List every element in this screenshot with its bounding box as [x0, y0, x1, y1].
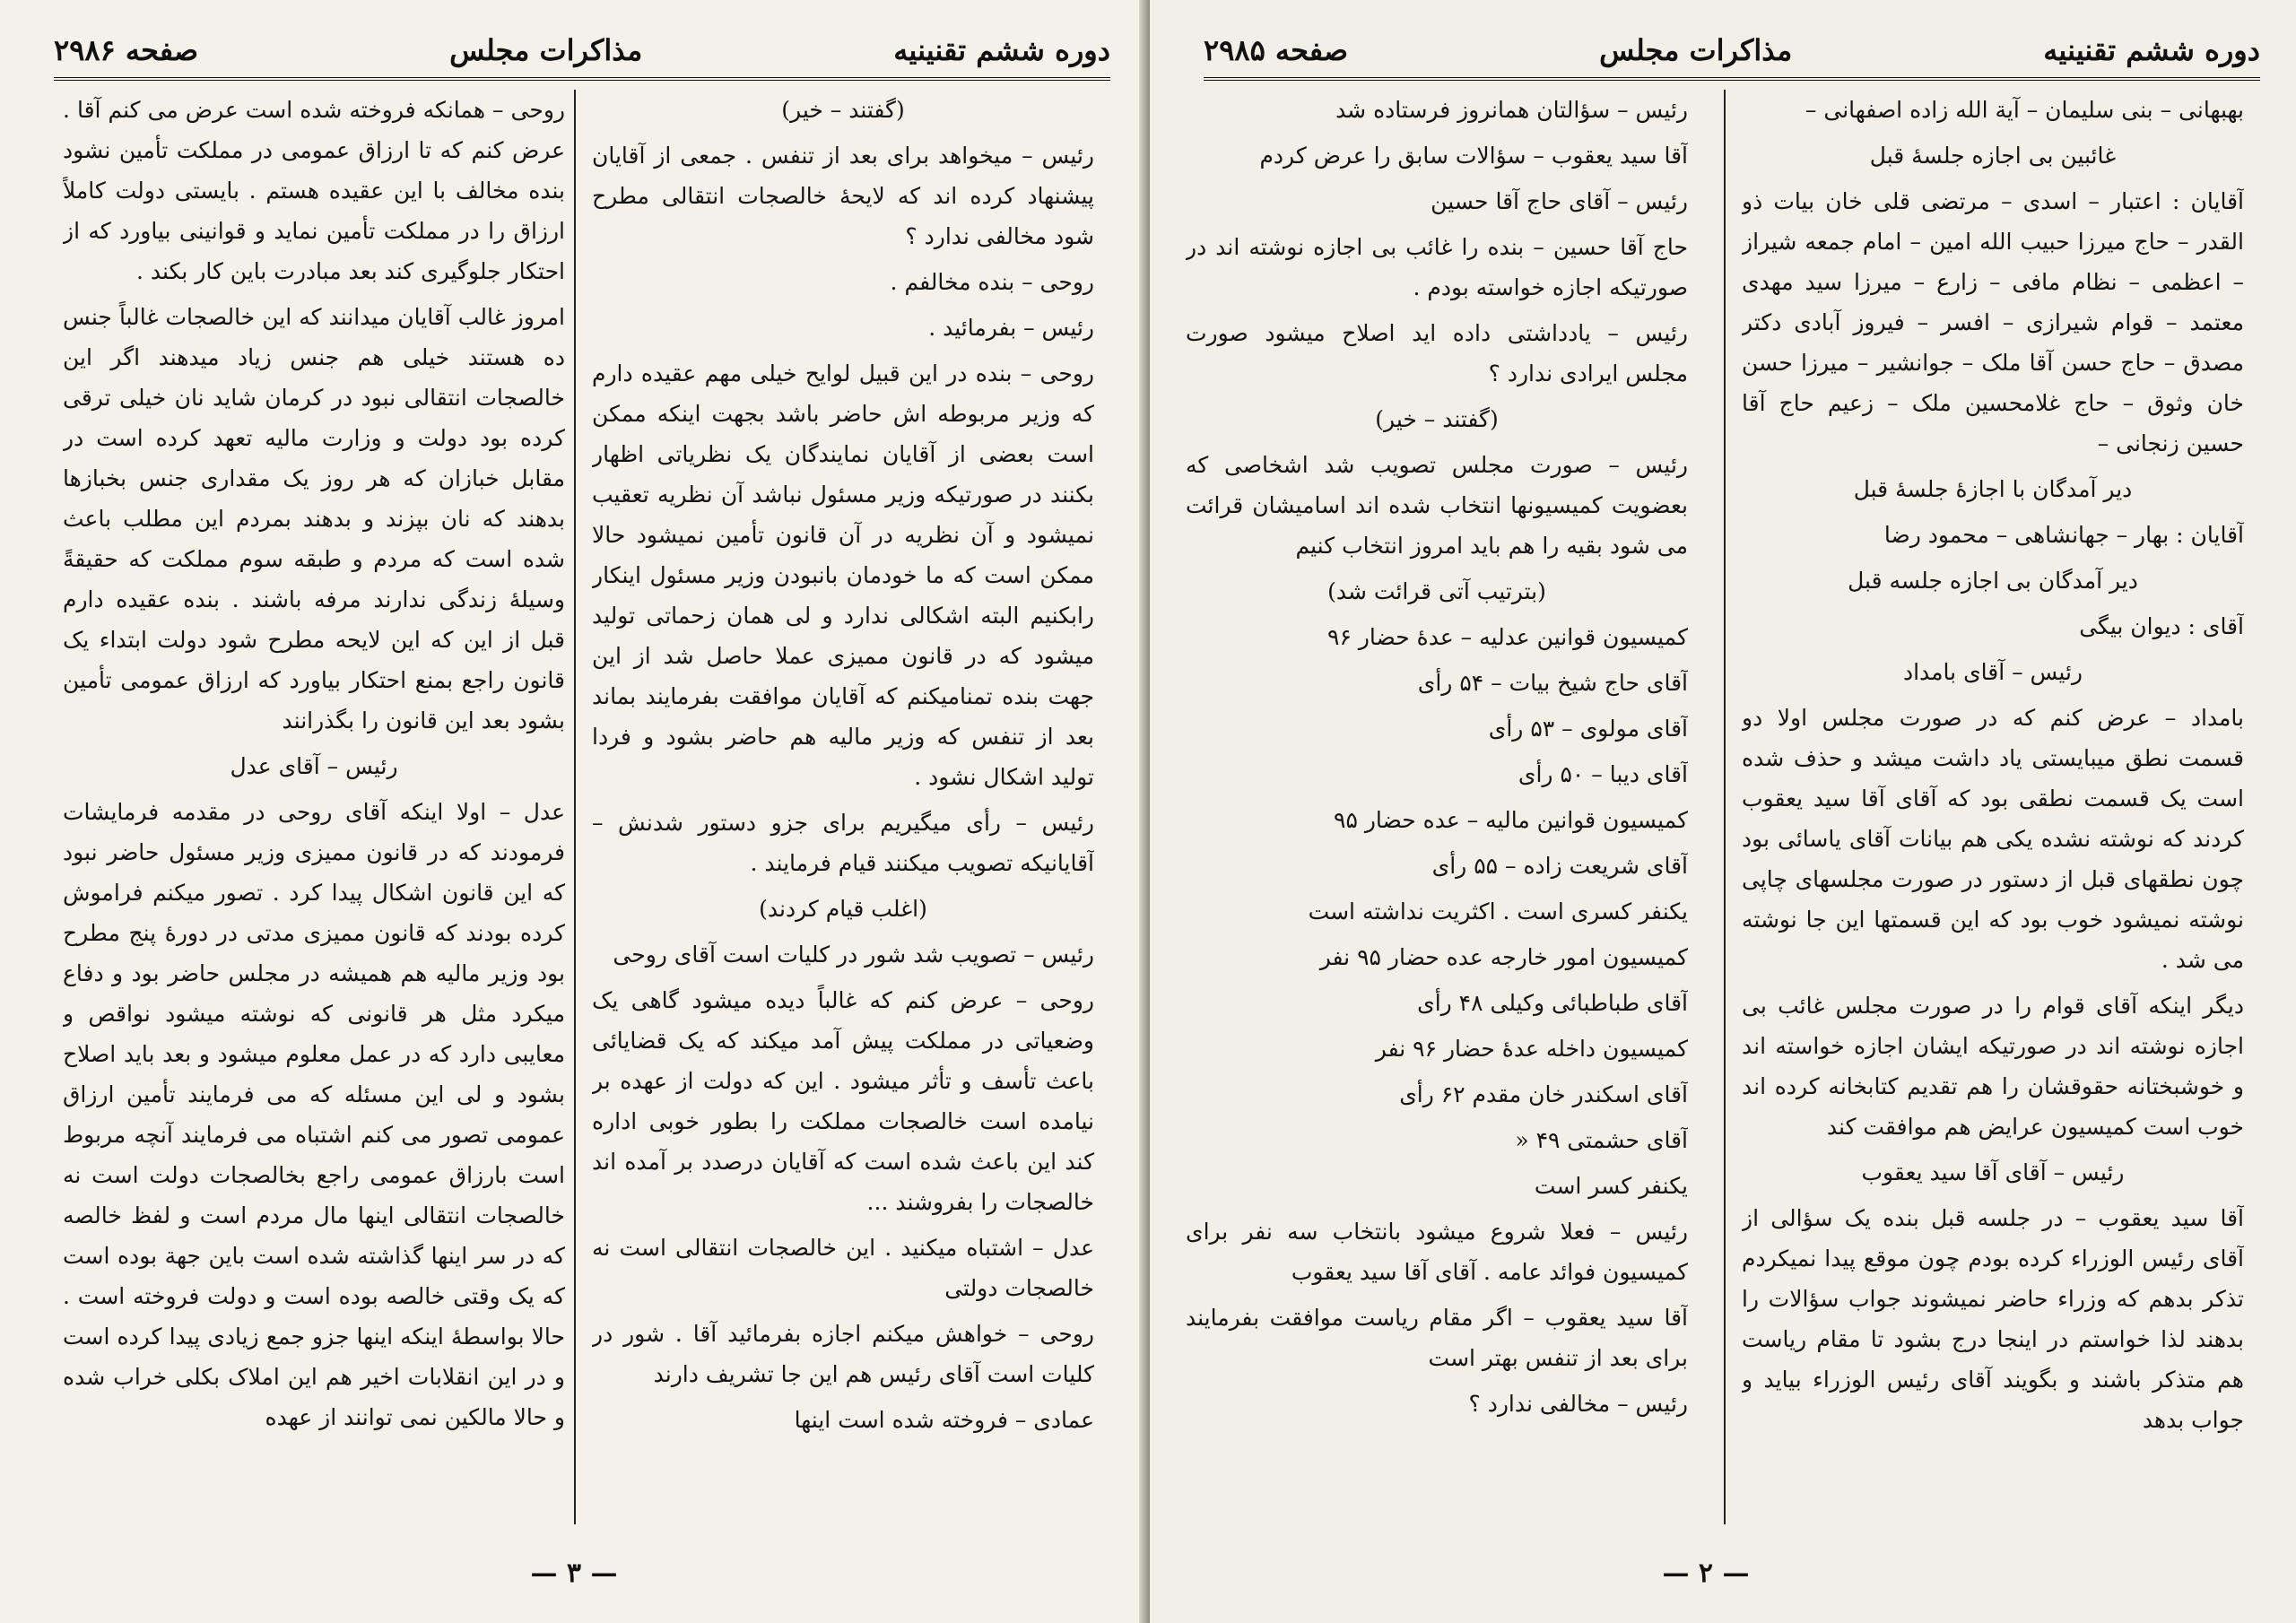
paragraph: روحی – خواهش میکنم اجازه بفرمائید آقا . شور در کلیات است آقای رئیس هم این جا تشریف دارند	[592, 1321, 1094, 1387]
paragraph: رئیس – فعلا شروع میشود بانتخاب سه نفر برای کمیسیون فوائد عامه . آقای آقا سید یعقوب	[1186, 1219, 1688, 1285]
page-header	[1204, 27, 2260, 74]
paragraph: آقا سید یعقوب – سؤالات سابق را عرض کردم	[1259, 143, 1688, 169]
paragraph: غائبین بی اجازه جلسهٔ قبل	[1869, 143, 2117, 169]
paragraph: رئیس – میخواهد برای بعد از تنفس . جمعی از آقایان پیشنهاد کرده اند که لایحهٔ خالصجات انتقالی مطرح شود مخالفی ندارد ؟	[592, 143, 1094, 249]
vote-line: آقای اسکندر خان مقدم ۶۲ رأی	[1399, 1081, 1688, 1107]
paragraph: امروز غالب آقایان میدانند که این خالصجات غالباً جنس ده هستند خیلی هم جنس زیاد میدهند اگر این خالصجات انتقالی نبود در کرمان شاید نان خیلی ترقی کرده بود دولت و وزارت مالیه تعهد کرده است در مقابل خبازان که هر روز یک مقداری جنس بخبازها بدهند که نان بپزند و بدهند بمردم این مطلب باعث شده است که مردم و طبقه سوم مملکت که حقیقةً وسیلهٔ زندگی ندارند مرفه باشند . بنده عقیده دارم قبل از این که این لایحه مطرح شود دولت ابتداء یک قانون راجع بمنع احتکار بیاورد که ارزاق عمومی تأمین بشود بعد این قانون را بگذرانند	[63, 304, 565, 733]
paragraph: رئیس – یادداشتی داده اید اصلاح میشود صورت مجلس ایرادی ندارد ؟	[1186, 320, 1688, 386]
paragraph: رئیس – تصویب شد شور در کلیات است آقای روحی	[613, 942, 1094, 968]
paragraph: (گفتند – خیر)	[1375, 406, 1499, 432]
paragraph: حاج آقا حسین – بنده را غائب بی اجازه نوشته اند در صورتیکه اجازه خواسته بودم .	[1186, 234, 1688, 300]
paragraph: دیر آمدگان بی اجازه جلسه قبل	[1848, 568, 2138, 594]
column-left	[1186, 90, 1688, 1524]
header-page-number: صفحه ۲۹۸۶	[54, 33, 199, 67]
paragraph: آقایان : اعتبار – اسدی – مرتضی قلی خان بیات ذو القدر – حاج میرزا حبیب الله امین – امام جمعه شیراز – اعظمی – نظام مافی – زارع – میرزا سید مهدی معتمد – قوام شیرازی – افسر – فیروز آبادی دکتر مصدق – حاج حسن آقا ملک – جوانشیر – میرزا حسن خان وثوق – حاج غلامحسین ملک – زعیم حاج آقا حسین زنجانی –	[1742, 188, 2244, 456]
vote-line: کمیسیون قوانین مالیه – عده حضار ۹۵	[1334, 807, 1688, 833]
paragraph: عدل – اولا اینکه آقای روحی در مقدمه فرمایشات فرمودند که در قانون ممیزی وزیر مسئول حاضر نبود که این قانون اشکال پیدا کرد . تصور میکنم فراموش کرده بودند که قانون ممیزی مدتی در دورهٔ پنج مطرح بود وزیر مالیه هم همیشه در مجلس حاضر بود و دفاع میکرد مثل هر قانونی که نوشته میشود نواقص و معایبی دارد که در عمل معلوم میشود و بعد باید اصلاح بشود و لی این مسئله که می فرمایند تأمین ارزاق عمومی تصور می کنم اشتباه می فرمایند آنچه مربوط است بارزاق عمومی راجع بخالصجات دولت است نه خالصجات انتقالی اینها مال مردم است و لفظ خالصه که در سر اینها گذاشته شده است باین جهة بوده است که یک وقتی خالصه بوده است و دولت فروخته است . حالا بواسطهٔ اینکه اینها جزو جمع زیادی پیدا کرده است و در این انقلابات اخیر هم این املاک بکلی خراب شده و حالا مالکین نمی توانند از عهده	[63, 799, 565, 1430]
header-session: دوره ششم تقنینیه	[893, 33, 1110, 67]
paragraph: آقای : دیوان بیگی	[2079, 613, 2244, 639]
paragraph: آقایان : بهار – جهانشاهی – محمود رضا	[1883, 522, 2244, 548]
paragraph: آقا سید یعقوب – در جلسه قبل بنده یک سؤالی از آقای رئیس الوزراء کرده بودم چون موقع پیدا نمیکردم تذکر بدهم که وزراء حاضر نمیشوند جواب سؤالات را بدهند لذا خواستم در اینجا درج بشود تا مقام ریاست هم متذکر باشند و بگویند آقای رئیس الوزراء بیاید و جواب بدهد	[1742, 1205, 2244, 1433]
paragraph: روحی – بنده مخالفم .	[890, 269, 1094, 295]
vote-line: کمیسیون قوانین عدلیه – عدهٔ حضار ۹۶	[1327, 624, 1688, 650]
paragraph: رئیس – آقای بامداد	[1902, 659, 2083, 685]
page-header	[54, 27, 1110, 74]
paragraph: عدل – اشتباه میکنید . این خالصجات انتقالی است نه خالصجات دولتی	[592, 1235, 1094, 1301]
paragraph: روحی – بنده در این قبیل لوایح خیلی مهم عقیده دارم که وزیر مربوطه اش حاضر باشد بجهت اینکه ممکن است بعضی از آقایان نمایندگان یک نظریاتی اظهار بکنند در صورتیکه وزیر مسئول نباشد آن نظریه تعقیب نمیشود و آن نظریه در آن قانون تأمین نمیشود حالا ممکن است که ما خودمان بانبودن وزیر مسئول اینکار رابکنیم البته اشکالی ندارد و لی همان زحماتی تولید میشود که در قانون ممیزی عملا حاصل شد از این جهت بنده تمنامیکنم که آقایان موافقت بفرمایند بماند بعد از تنفس که وزیر مالیه هم حاضر بشود و فردا تولید اشکال نشود .	[592, 360, 1094, 790]
paragraph: عمادی – فروخته شده است اینها	[794, 1407, 1094, 1433]
paragraph: (گفتند – خیر)	[781, 97, 905, 123]
paragraph: رئیس – آقای عدل	[230, 753, 398, 779]
paragraph: روحی – عرض کنم که غالباً دیده میشود گاهی یک وضعیاتی در مملکت پیش آمد میکند که یک قضایائی باعث تأسف و تأثر میشود . این که دولت از عهده بر نیامده است خالصجات مملکت را بطور خوبی اداره کند این باعث شده است که آقایان درصدد بر آمده اند خالصجات را بفروشند ...	[592, 987, 1094, 1215]
vote-line: آقای دیبا – ۵۰ رأی	[1518, 761, 1688, 787]
column-right	[592, 90, 1094, 1524]
paragraph: رئیس – سؤالتان همانروز فرستاده شد	[1335, 97, 1688, 123]
paragraph: روحی – همانکه فروخته شده است عرض می کنم آقا . عرض کنم که تا ارزاق عمومی در مملکت تأمین نشود بنده مخالف با این عقیده هستم . بایستی دولت کاملاً ارزاق را در مملکت تأمین نماید و قوانینی بیاورد که از احتکار جلوگیری کند بعد مبادرت باین کار بکند .	[63, 97, 565, 284]
paragraph: رئیس – صورت مجلس تصویب شد اشخاصی که بعضویت کمیسیونها انتخاب شده اند اسامیشان قرائت می شود بقیه را هم باید امروز انتخاب کنیم	[1186, 452, 1688, 559]
paragraph: رئیس – رأی میگیریم برای جزو دستور شدنش – آقایانیکه تصویب میکنند قیام فرمایند .	[592, 810, 1094, 876]
vote-line: کمیسیون داخله عدهٔ حضار ۹۶ نفر	[1375, 1036, 1688, 1062]
vote-line: یکنفر کسر است	[1534, 1173, 1688, 1199]
paragraph: بامداد – عرض کنم که در صورت مجلس اولا دو قسمت نطق میبایستی یاد داشت میشد و حذف شده است یک قسمت نطقی بود که آقای آقا سید یعقوب کردند که نوشته نشده یکی هم بیانات آقای یاسائی بود چون نطقهای قبل از دستور در صورت مجلسهای چاپی نوشته نمیشود خوب بود که این قسمتها این جا نوشته می شد .	[1742, 705, 2244, 973]
vote-line: کمیسیون امور خارجه عده حضار ۹۵ نفر	[1319, 944, 1688, 970]
paragraph: دیگر اینکه آقای قوام را در صورت مجلس غائب بی اجازه نوشته اند در صورتیکه ایشان اجازه خواسته اند و خوشبختانه حقوقشان را هم تقدیم کتابخانه کرده اند خوب است کمیسیون عرایض هم موافقت کند	[1742, 993, 2244, 1140]
header-session: دوره ششم تقنینیه	[2043, 33, 2260, 67]
paragraph: آقا سید یعقوب – اگر مقام ریاست موافقت بفرمایند برای بعد از تنفس بهتر است	[1186, 1305, 1688, 1371]
column-left	[63, 90, 565, 1524]
header-title: مذاکرات مجلس	[449, 33, 643, 67]
paragraph: بهبهانی – بنی سلیمان – آیة الله زاده اصفهانی –	[1805, 97, 2244, 123]
paragraph: دیر آمدگان با اجازهٔ جلسهٔ قبل	[1853, 476, 2133, 502]
vote-line: آقای مولوی – ۵۳ رأی	[1488, 716, 1688, 742]
paragraph: (اغلب قیام کردند)	[759, 896, 927, 922]
page-footer-number: — ۲ —	[1662, 1558, 1750, 1589]
page-2986	[0, 0, 1146, 1623]
column-rule	[1724, 90, 1726, 1524]
vote-line: آقای شریعت زاده – ۵۵ رأی	[1431, 853, 1688, 879]
vote-line: یکنفر کسری است . اکثریت نداشته است	[1308, 898, 1688, 924]
header-rule	[1204, 77, 2260, 81]
paragraph: (بترتیب آتی قرائت شد)	[1327, 578, 1546, 604]
paragraph: رئیس – بفرمائید .	[928, 315, 1094, 341]
vote-line: آقای طباطبائی وکیلی ۴۸ رأی	[1417, 990, 1688, 1016]
column-right	[1742, 90, 2244, 1524]
header-page-number: صفحه ۲۹۸۵	[1204, 33, 1349, 67]
paragraph: رئیس – آقای آقا سید یعقوب	[1861, 1159, 2125, 1185]
vote-line: آقای حشمتی ۴۹ «	[1515, 1127, 1688, 1153]
paragraph: رئیس – آقای حاج آقا حسین	[1431, 188, 1688, 214]
page-footer-number: — ۳ —	[530, 1558, 618, 1589]
header-rule	[54, 77, 1110, 81]
page-2985	[1150, 0, 2296, 1623]
paragraph: رئیس – مخالفی ندارد ؟	[1468, 1391, 1688, 1417]
column-rule	[574, 90, 576, 1524]
header-title: مذاکرات مجلس	[1599, 33, 1793, 67]
vote-line: آقای حاج شیخ بیات – ۵۴ رأی	[1417, 670, 1688, 696]
